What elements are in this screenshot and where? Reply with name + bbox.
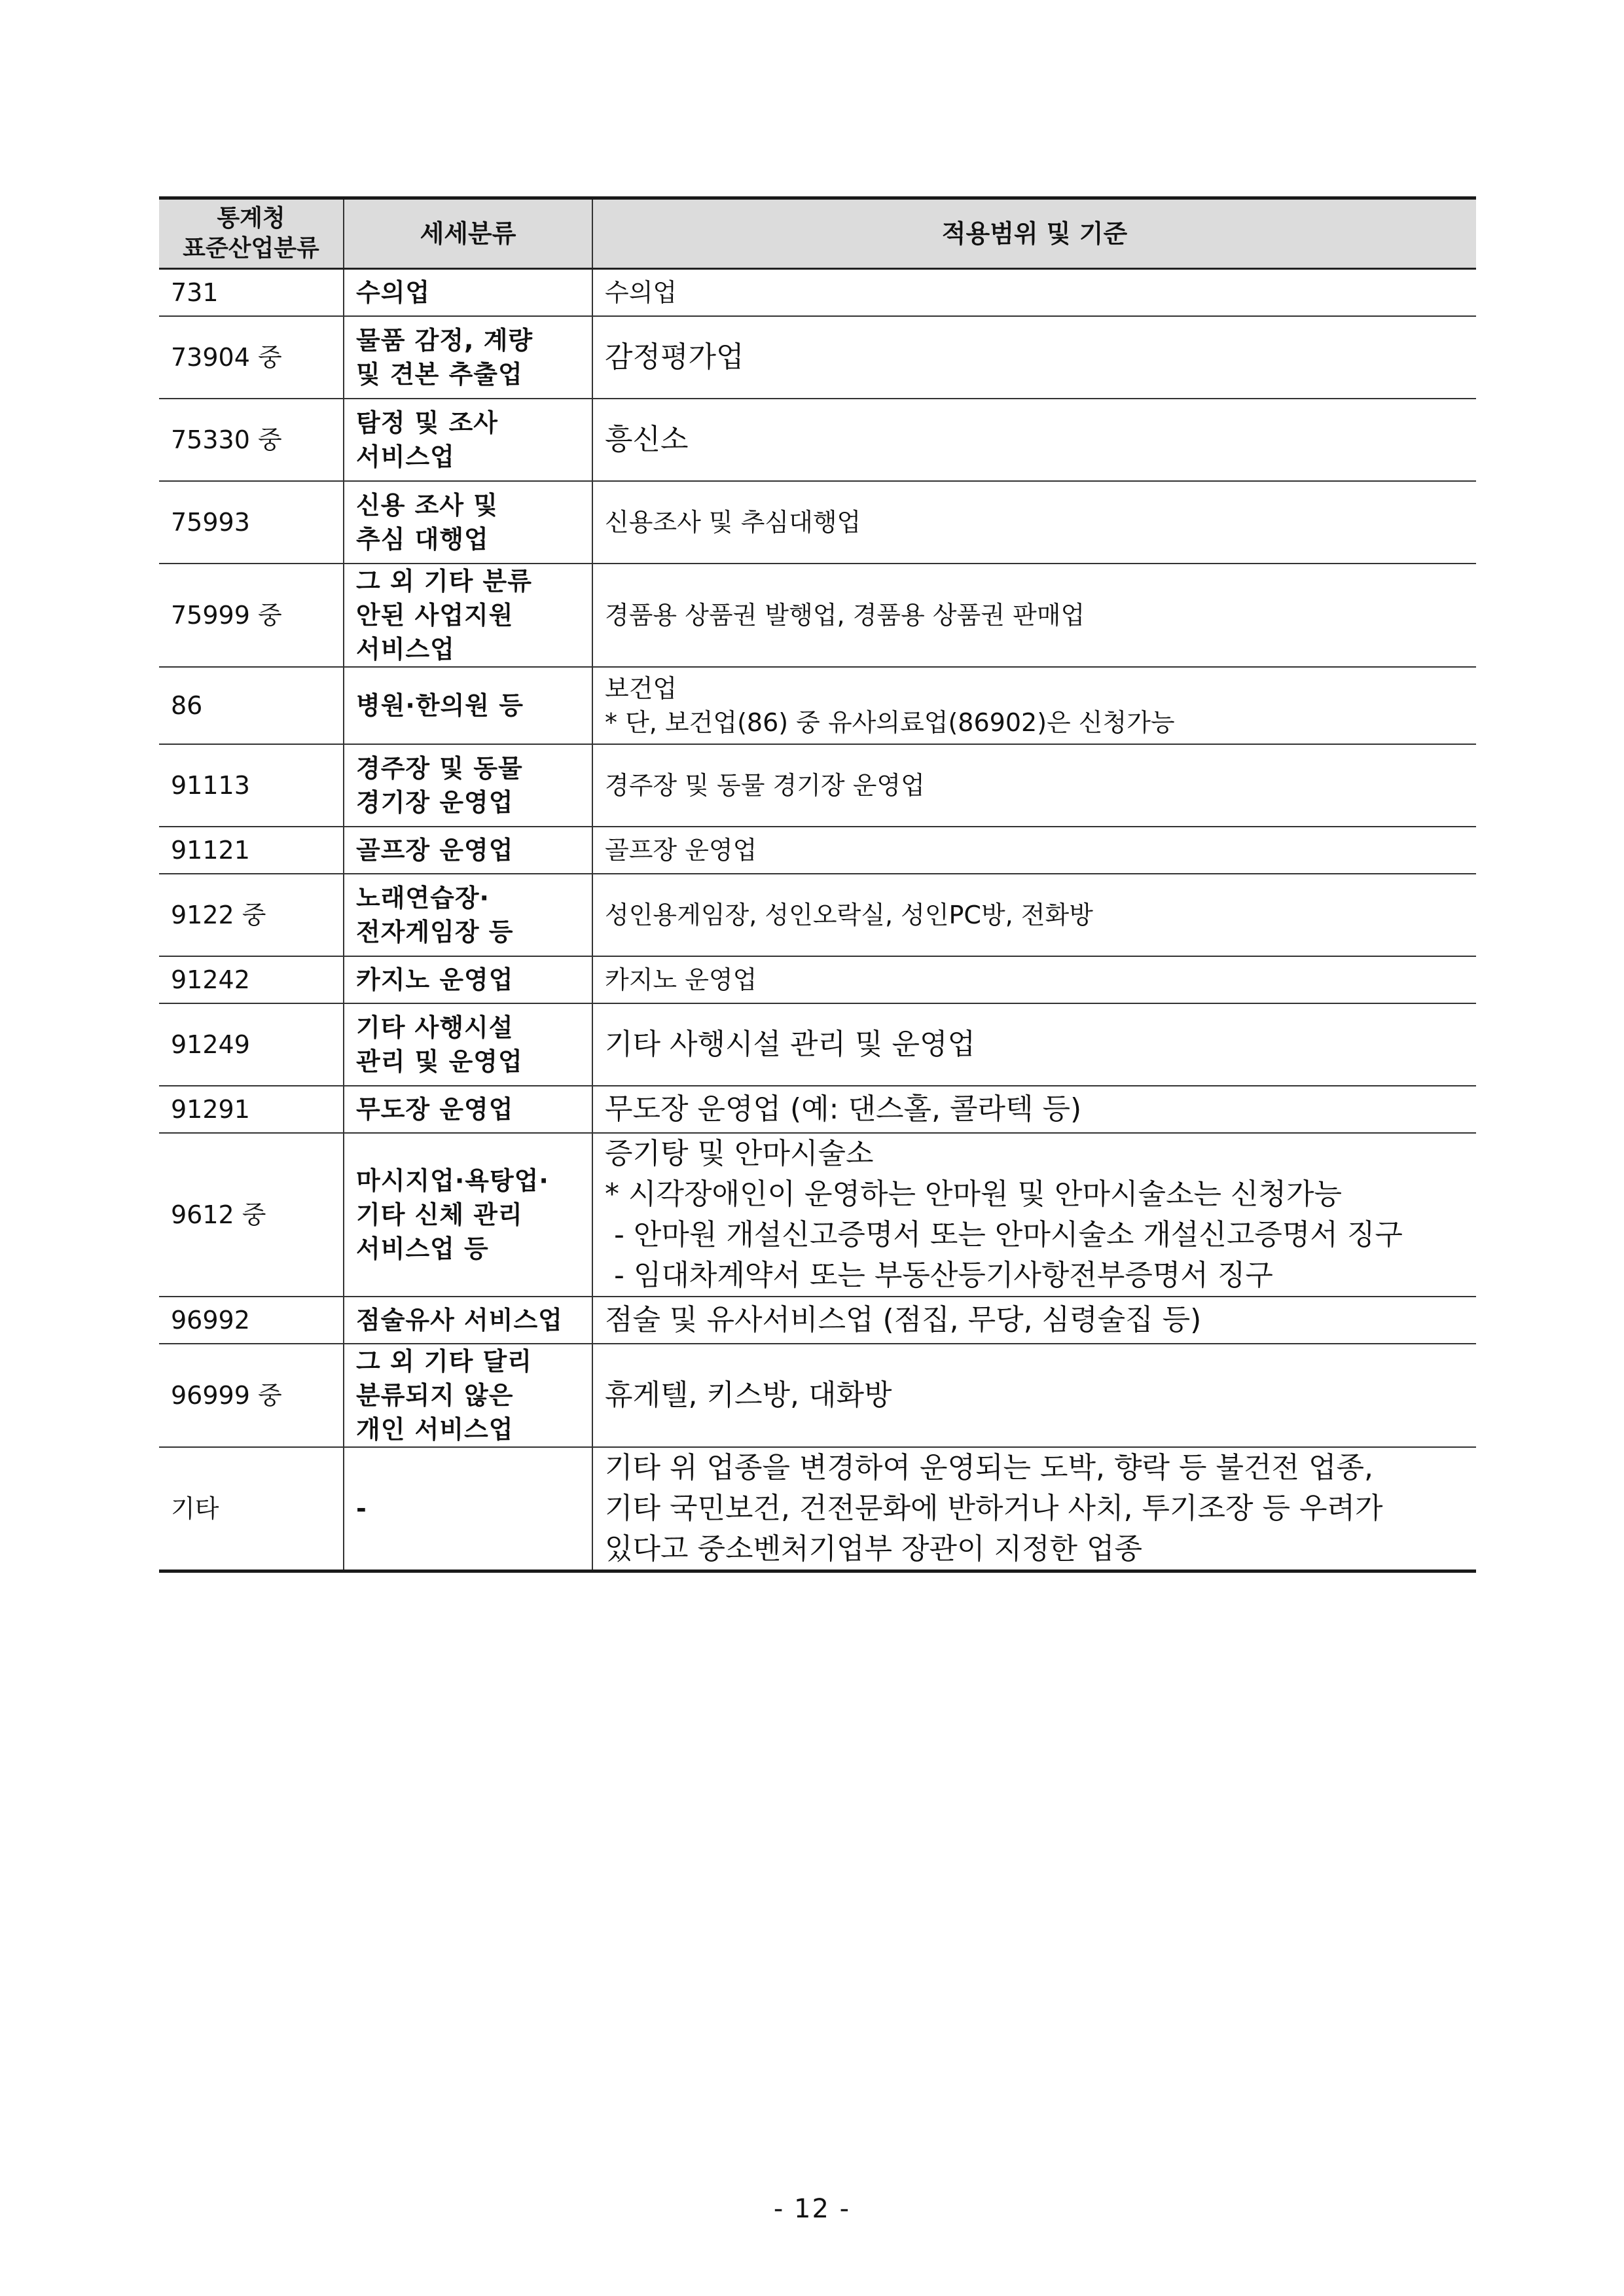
cell-scope <box>592 269 1476 316</box>
scope-line: 기타 사행시설 관리 및 운영업 <box>605 1027 975 1061</box>
cell-scope <box>592 316 1476 399</box>
subclass-line: 수의업 <box>356 278 431 307</box>
page-number: - 12 - <box>773 2194 851 2224</box>
subclass-line: 노래연습장· <box>356 883 490 912</box>
cell-subclass <box>344 874 592 956</box>
subclass-line: 마시지업·욕탕업· <box>356 1166 549 1195</box>
scope-line: 무도장 운영업 (예: 댄스홀, 콜라텍 등) <box>605 1092 1082 1126</box>
cell-subclass <box>344 1447 592 1571</box>
subclass-line: 신용 조사 및 <box>356 490 498 520</box>
subclass-line: 탐정 및 조사 <box>356 408 498 437</box>
industry-classification-table <box>159 196 1476 1573</box>
cell-code: 91242 <box>159 956 344 1003</box>
cell-subclass <box>344 1344 592 1447</box>
scope-line: 골프장 운영업 <box>605 835 757 865</box>
cell-code: 96992 <box>159 1297 344 1344</box>
subclass-line: 그 외 기타 달리 <box>356 1346 532 1376</box>
cell-code: 91291 <box>159 1086 344 1133</box>
table-row <box>159 564 1476 667</box>
cell-scope <box>592 1344 1476 1447</box>
table-row <box>159 1086 1476 1133</box>
cell-scope <box>592 399 1476 481</box>
scope-line: 증기탕 및 안마시술소 <box>605 1136 874 1170</box>
table-row <box>159 827 1476 874</box>
subclass-line: 골프장 운영업 <box>356 835 514 865</box>
subclass-line: 분류되지 않은 <box>356 1380 514 1410</box>
scope-line: 기타 국민보건, 건전문화에 반하거나 사치, 투기조장 등 우려가 <box>605 1491 1383 1525</box>
subclass-line: 기타 신체 관리 <box>356 1200 523 1229</box>
cell-code: 9122 중 <box>159 874 344 956</box>
scope-line: 수의업 <box>605 278 677 307</box>
cell-subclass <box>344 1003 592 1086</box>
cell-scope <box>592 481 1476 564</box>
cell-subclass <box>344 744 592 827</box>
cell-scope <box>592 1297 1476 1344</box>
cell-subclass <box>344 564 592 667</box>
cell-subclass <box>344 481 592 564</box>
subclass-line: 전자게임장 등 <box>356 917 514 946</box>
scope-line: 성인용게임장, 성인오락실, 성인PC방, 전화방 <box>605 900 1093 929</box>
cell-scope <box>592 1133 1476 1297</box>
cell-code: 9612 중 <box>159 1133 344 1297</box>
subclass-line: 경기장 운영업 <box>356 787 514 817</box>
cell-code: 86 <box>159 667 344 744</box>
cell-subclass <box>344 956 592 1003</box>
table-row <box>159 399 1476 481</box>
subclass-line: 경주장 및 동물 <box>356 753 523 783</box>
subclass-line: 카지노 운영업 <box>356 965 514 994</box>
table-row <box>159 269 1476 316</box>
scope-line: - 안마원 개설신고증명서 또는 안마시술소 개설신고증명서 징구 <box>605 1217 1403 1251</box>
cell-subclass <box>344 1086 592 1133</box>
scope-line: 신용조사 및 추심대행업 <box>605 507 861 537</box>
cell-scope <box>592 1086 1476 1133</box>
cell-scope <box>592 827 1476 874</box>
scope-line: - 임대차계약서 또는 부동산등기사항전부증명서 징구 <box>605 1258 1273 1292</box>
table-row <box>159 667 1476 744</box>
table-row <box>159 1003 1476 1086</box>
cell-subclass <box>344 269 592 316</box>
subclass-line: 개인 서비스업 <box>356 1414 514 1444</box>
scope-line: 경품용 상품권 발행업, 경품용 상품권 판매업 <box>605 600 1085 630</box>
scope-line: * 시각장애인이 운영하는 안마원 및 안마시술소는 신청가능 <box>605 1177 1343 1211</box>
cell-code: 기타 <box>159 1447 344 1571</box>
table-row <box>159 1297 1476 1344</box>
cell-code: 96999 중 <box>159 1344 344 1447</box>
cell-scope <box>592 1003 1476 1086</box>
table-row <box>159 956 1476 1003</box>
header-subclass: 세세분류 <box>344 198 592 269</box>
scope-line: 점술 및 유사서비스업 (점집, 무당, 심령술집 등) <box>605 1302 1202 1336</box>
table-row <box>159 316 1476 399</box>
subclass-line: 서비스업 <box>356 634 455 664</box>
cell-subclass <box>344 1297 592 1344</box>
header-code-line1: 통계청 <box>217 205 285 232</box>
table-row <box>159 1447 1476 1571</box>
scope-line: 경주장 및 동물 경기장 운영업 <box>605 770 925 800</box>
subclass-line: 추심 대행업 <box>356 524 489 554</box>
cell-code: 75999 중 <box>159 564 344 667</box>
cell-scope <box>592 874 1476 956</box>
table-row <box>159 744 1476 827</box>
subclass-line: 관리 및 운영업 <box>356 1047 523 1076</box>
table-row <box>159 1344 1476 1447</box>
subclass-line: - <box>356 1494 367 1523</box>
cell-code: 75330 중 <box>159 399 344 481</box>
subclass-line: 점술유사 서비스업 <box>356 1305 563 1335</box>
cell-code: 91121 <box>159 827 344 874</box>
header-scope: 적용범위 및 기준 <box>592 198 1476 269</box>
cell-scope <box>592 956 1476 1003</box>
cell-code: 91113 <box>159 744 344 827</box>
subclass-line: 서비스업 등 <box>356 1234 489 1263</box>
scope-line: 보건업 <box>605 673 677 703</box>
cell-subclass <box>344 1133 592 1297</box>
table-body <box>159 269 1476 1571</box>
cell-scope <box>592 744 1476 827</box>
cell-code: 731 <box>159 269 344 316</box>
scope-line: 휴게텔, 키스방, 대화방 <box>605 1378 892 1412</box>
subclass-line: 그 외 기타 분류 <box>356 566 532 596</box>
cell-subclass <box>344 827 592 874</box>
cell-scope <box>592 564 1476 667</box>
subclass-line: 서비스업 <box>356 442 455 471</box>
cell-code: 73904 중 <box>159 316 344 399</box>
subclass-line: 및 견본 추출업 <box>356 359 523 389</box>
scope-line: 카지노 운영업 <box>605 965 757 994</box>
scope-line: 있다고 중소벤처기업부 장관이 지정한 업종 <box>605 1532 1143 1566</box>
cell-subclass <box>344 667 592 744</box>
subclass-line: 무도장 운영업 <box>356 1094 514 1124</box>
subclass-line: 병원·한의원 등 <box>356 691 524 720</box>
table-header-row <box>159 198 1476 269</box>
table-row <box>159 874 1476 956</box>
cell-subclass <box>344 316 592 399</box>
cell-scope <box>592 667 1476 744</box>
scope-line: 감정평가업 <box>605 340 744 374</box>
cell-scope <box>592 1447 1476 1571</box>
subclass-line: 물품 감정, 계량 <box>356 325 533 355</box>
table-row <box>159 1133 1476 1297</box>
header-code-line2: 표준산업분류 <box>183 235 319 262</box>
scope-line: * 단, 보건업(86) 중 유사의료업(86902)은 신청가능 <box>605 708 1175 737</box>
subclass-line: 안된 사업지원 <box>356 600 514 630</box>
subclass-line: 기타 사행시설 <box>356 1013 514 1042</box>
cell-code: 75993 <box>159 481 344 564</box>
cell-subclass <box>344 399 592 481</box>
scope-line: 기타 위 업종을 변경하여 운영되는 도박, 향락 등 불건전 업종, <box>605 1450 1373 1484</box>
scope-line: 흥신소 <box>605 422 689 456</box>
cell-code: 91249 <box>159 1003 344 1086</box>
table-row <box>159 481 1476 564</box>
header-standard-classification <box>159 198 344 269</box>
